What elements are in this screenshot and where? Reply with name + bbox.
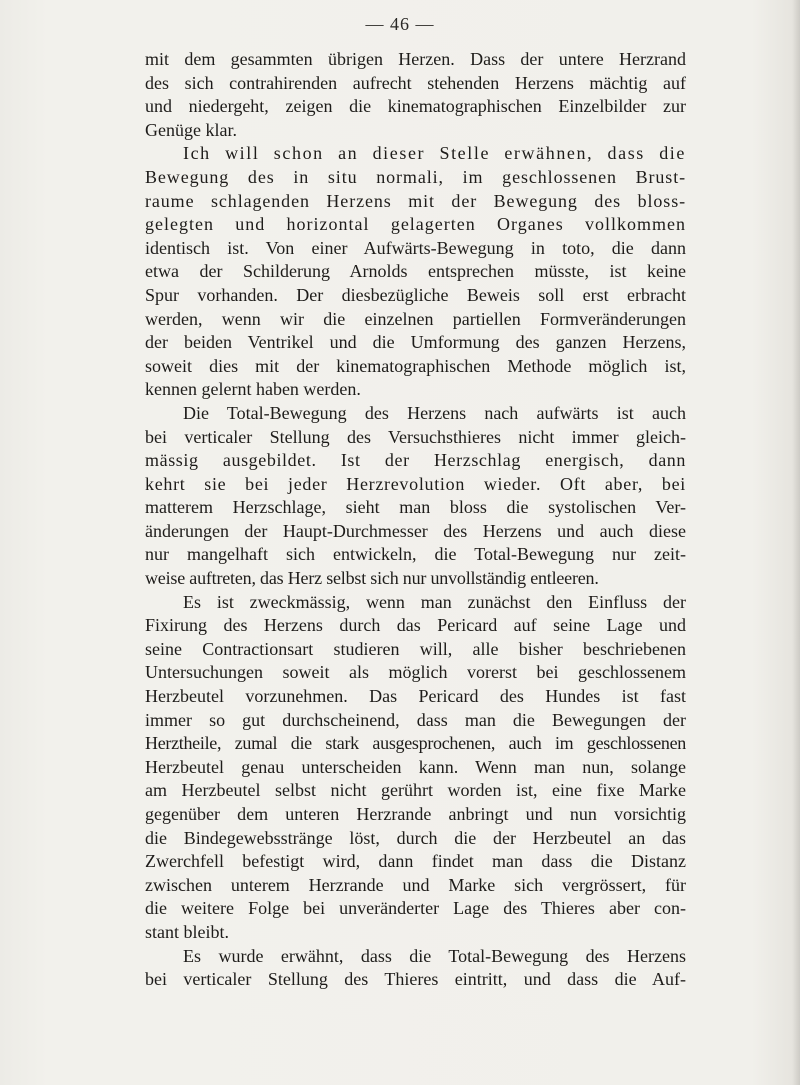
text-line: änderungen der Haupt-Durchmesser des Herzens und auch diese bbox=[145, 520, 686, 541]
text-line: zwischen unterem Herzrande und Marke sich vergrössert, für bbox=[145, 874, 686, 895]
text-line: Fixirung des Herzens durch das Pericard auf seine Lage und bbox=[145, 615, 686, 636]
text-line: des sich contrahirenden aufrecht stehenden Herzens mächtig auf bbox=[145, 72, 686, 93]
text-line: am Herzbeutel selbst nicht gerührt worden ist, eine fixe Marke bbox=[145, 780, 686, 801]
text-line: werden, wenn wir die einzelnen partiellen Formveränderungen bbox=[145, 308, 686, 329]
text-line: mit dem gesammten übrigen Herzen. Dass der untere Herzrand bbox=[145, 49, 686, 69]
page-edge-shadow bbox=[792, 0, 800, 1085]
text-line: Zwerchfell befestigt wird, dann findet man dass die Distanz bbox=[145, 851, 686, 872]
text-line: kennen gelernt haben werden. bbox=[145, 379, 361, 400]
text-line: seine Contractionsart studieren will, alle bisher beschriebenen bbox=[145, 638, 686, 659]
text-line: etwa der Schilderung Arnolds entsprechen müsste, ist keine bbox=[145, 261, 686, 282]
text-line: kehrt sie bei jeder Herzrevolution wieder. Oft aber, bei bbox=[145, 473, 686, 494]
paragraph-1 bbox=[145, 48, 686, 142]
paragraph-2 bbox=[145, 142, 686, 402]
text-line: und niedergeht, zeigen die kinematographischen Einzelbilder zur bbox=[145, 96, 686, 117]
text-line: Es wurde erwähnt, dass die Total-Bewegung des Herzens bbox=[183, 945, 686, 966]
text-line: gegenüber dem unteren Herzrande anbringt und nun vorsichtig bbox=[145, 804, 686, 824]
text-line: Herzbeutel vorzunehmen. Das Pericard des Hundes ist fast bbox=[145, 686, 686, 707]
text-line: stant bleibt. bbox=[145, 921, 229, 942]
text-line: die Bindegewebsstränge löst, durch die der Herzbeutel an das bbox=[145, 827, 686, 848]
text-line: raume schlagenden Herzens mit der Bewegung des bloss- bbox=[145, 190, 686, 211]
text-line: Herztheile, zumal die stark ausgesprochenen, auch im geschlossenen bbox=[145, 733, 686, 754]
text-line: weise auftreten, das Herz selbst sich nur unvollständig entleeren. bbox=[145, 568, 599, 589]
text-line: bei verticaler Stellung des Versuchsthieres nicht immer gleich- bbox=[145, 426, 686, 447]
text-line: immer so gut durchscheinend, dass man die Bewegungen der bbox=[145, 709, 686, 730]
text-line: Herzbeutel genau unterscheiden kann. Wenn man nun, solange bbox=[145, 756, 686, 777]
text-line: Ich will schon an dieser Stelle erwähnen, dass die bbox=[183, 143, 686, 164]
text-line: gelegten und horizontal gelagerten Organes vollkommen bbox=[145, 214, 686, 235]
text-line: der beiden Ventrikel und die Umformung des ganzen Herzens, bbox=[145, 332, 686, 353]
body-text bbox=[145, 48, 686, 992]
page-number: — 46 — bbox=[365, 14, 435, 34]
paragraph-3 bbox=[145, 402, 686, 591]
text-line: Es ist zweckmässig, wenn man zunächst den Einfluss der bbox=[183, 591, 686, 612]
text-line: nur mangelhaft sich entwickeln, die Total-Bewegung nur zeit- bbox=[145, 544, 686, 565]
text-line: soweit dies mit der kinematographischen Methode möglich ist, bbox=[145, 355, 686, 376]
text-line: Genüge klar. bbox=[145, 119, 237, 140]
text-line: mässig ausgebildet. Ist der Herzschlag energisch, dann bbox=[145, 450, 686, 471]
text-line: die weitere Folge bei unveränderter Lage des Thieres aber con- bbox=[145, 898, 686, 919]
text-line: identisch ist. Von einer Aufwärts-Bewegung in toto, die dann bbox=[145, 237, 686, 258]
text-line: Spur vorhanden. Der diesbezügliche Beweis soll erst erbracht bbox=[145, 284, 686, 305]
text-line: Untersuchungen soweit als möglich vorerst bei geschlossenem bbox=[145, 662, 686, 683]
text-line: Die Total-Bewegung des Herzens nach aufwärts ist auch bbox=[183, 402, 686, 423]
paragraph-5 bbox=[145, 945, 686, 992]
paragraph-4 bbox=[145, 591, 686, 945]
text-line: matterem Herzschlage, sieht man bloss die systolischen Ver- bbox=[145, 497, 686, 518]
text-line: bei verticaler Stellung des Thieres eintritt, und dass die Auf- bbox=[145, 969, 686, 990]
text-line: Bewegung des in situ normali, im geschlossenen Brust- bbox=[145, 166, 686, 187]
